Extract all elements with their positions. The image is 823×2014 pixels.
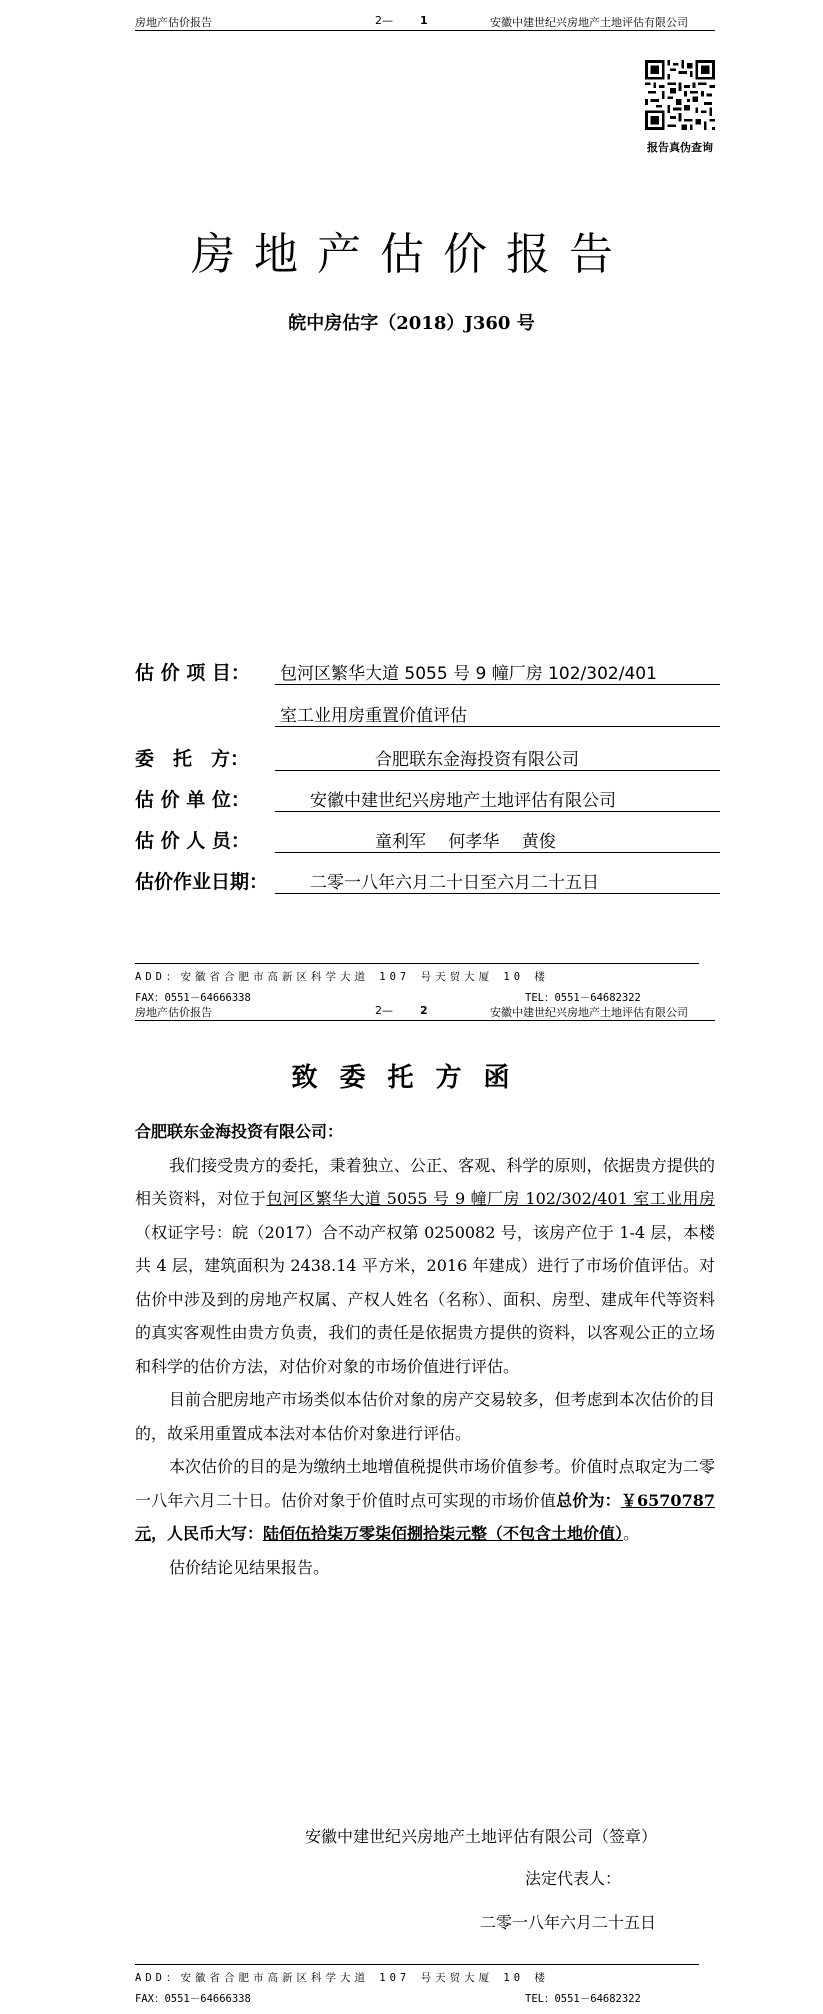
paragraph-3: 本次估价的目的是为缴纳土地增值税提供市场价值参考。价值时点取定为二零一八年六月二十日。估价对象于价值时点可实现的市场价值总价为：￥6570787 元，人民币大写：陆佰伍拾柒万零柒佰捌拾柒元整（不包含土地价值）。 xyxy=(135,1457,715,1543)
excl-land-note: （不包含土地价值） xyxy=(487,1524,624,1543)
date-underline xyxy=(275,893,720,894)
header-right: 安徽中建世纪兴房地产土地评估有限公司 xyxy=(490,1006,688,1019)
total-value: ￥6570787 元 xyxy=(135,1490,715,1543)
project-value-line1: 包河区繁华大道 5055 号 9 幢厂房 102/302/401 xyxy=(280,664,657,684)
footer-tel: TEL：0551－64682322 xyxy=(525,992,641,1004)
project-label: 估 价 项 目： xyxy=(135,662,250,684)
date-label: 估价作业日期： xyxy=(135,871,269,893)
report-title: 房地产估价报告 xyxy=(191,229,632,280)
signature-date: 二零一八年六月二十五日 xyxy=(480,1913,657,1932)
footer-address: ADD：安徽省合肥市高新区科学大道 107 号天贸大厦 10 楼 xyxy=(135,971,549,983)
appraiser-org-value: 安徽中建世纪兴房地产土地评估有限公司 xyxy=(310,791,616,811)
header-page-number: 1 xyxy=(420,14,428,27)
document-number: 皖中房估字（2018）J360 号 xyxy=(288,313,535,334)
property-address: 包河区繁华大道 5055 号 9 幢厂房 102/302/401 室工业用房 xyxy=(266,1189,715,1208)
signature-company: 安徽中建世纪兴房地产土地评估有限公司（签章） xyxy=(305,1827,658,1846)
footer-tel: TEL：0551－64682322 xyxy=(525,1993,641,2005)
total-label: 总价为： xyxy=(556,1490,621,1510)
date-value: 二零一八年六月二十日至六月二十五日 xyxy=(310,873,599,893)
footer-divider xyxy=(135,1964,699,1965)
client-value: 合肥联东金海投资有限公司 xyxy=(375,750,579,770)
footer-fax: FAX：0551－64666338 xyxy=(135,1993,251,2005)
paragraph-4: 估价结论见结果报告。 xyxy=(169,1557,330,1577)
project-underline-2 xyxy=(275,726,720,727)
header-right: 安徽中建世纪兴房地产土地评估有限公司 xyxy=(490,16,688,29)
header-divider xyxy=(135,30,715,31)
appraisers-underline xyxy=(275,852,720,853)
signature-representative: 法定代表人： xyxy=(525,1869,622,1888)
paragraph-1: 我们接受贵方的委托，秉着独立、公正、客观、科学的原则，依据贵方提供的相关资料，对位于包河区繁华大道 5055 号 9 幢厂房 102/302/401 室工业用房（权证字号：皖（2017）合不动产权第 0250082 号，该房产位于 1-4 层，本楼共 4 层，建筑面积为 2438.14 平方米，2016 年建成）进行了市场价值评估。对估价中涉及到的房地产权属、产权人姓名（名称）、面积、房型、建成年代等资料的真实客观性由贵方负责，我们的责任是依据贵方提供的资料，以客观公正的立场和科学的估价方法，对估价对象的市场价值进行评估。 xyxy=(135,1155,715,1376)
qr-label: 报告真伪查询 xyxy=(647,141,713,154)
letter-title: 致委托方函 xyxy=(291,1063,532,1093)
header-page-prefix: 2— xyxy=(375,14,393,27)
qr-code-icon xyxy=(645,60,715,130)
header-left: 房地产估价报告 xyxy=(135,1006,212,1019)
footer-divider xyxy=(135,963,699,964)
appraisers-value: 童利军 何孝华 黄俊 xyxy=(375,832,556,852)
total-in-words: 陆佰伍拾柒万零柒佰捌拾柒元整 xyxy=(263,1524,488,1543)
client-underline xyxy=(275,770,720,771)
project-value-line2: 室工业用房重置价值评估 xyxy=(280,706,467,726)
appraisers-label: 估 价 人 员： xyxy=(135,830,250,852)
project-underline-1 xyxy=(275,684,720,685)
header-page-prefix: 2— xyxy=(375,1004,393,1017)
header-page-number: 2 xyxy=(420,1004,428,1017)
client-label: 委 托 方： xyxy=(135,748,250,770)
appraiser-org-label: 估 价 单 位： xyxy=(135,789,250,811)
header-divider xyxy=(135,1020,715,1021)
letter-body xyxy=(135,1115,715,1584)
footer-address: ADD：安徽省合肥市高新区科学大道 107 号天贸大厦 10 楼 xyxy=(135,1972,549,1984)
salutation: 合肥联东金海投资有限公司： xyxy=(135,1122,344,1141)
paragraph-2: 目前合肥房地产市场类似本估价对象的房产交易较多，但考虑到本次估价的目的，故采用重置成本法对本估价对象进行评估。 xyxy=(135,1390,715,1443)
appraiser-org-underline xyxy=(275,811,720,812)
header-left: 房地产估价报告 xyxy=(135,16,212,29)
footer-fax: FAX：0551－64666338 xyxy=(135,992,251,1004)
